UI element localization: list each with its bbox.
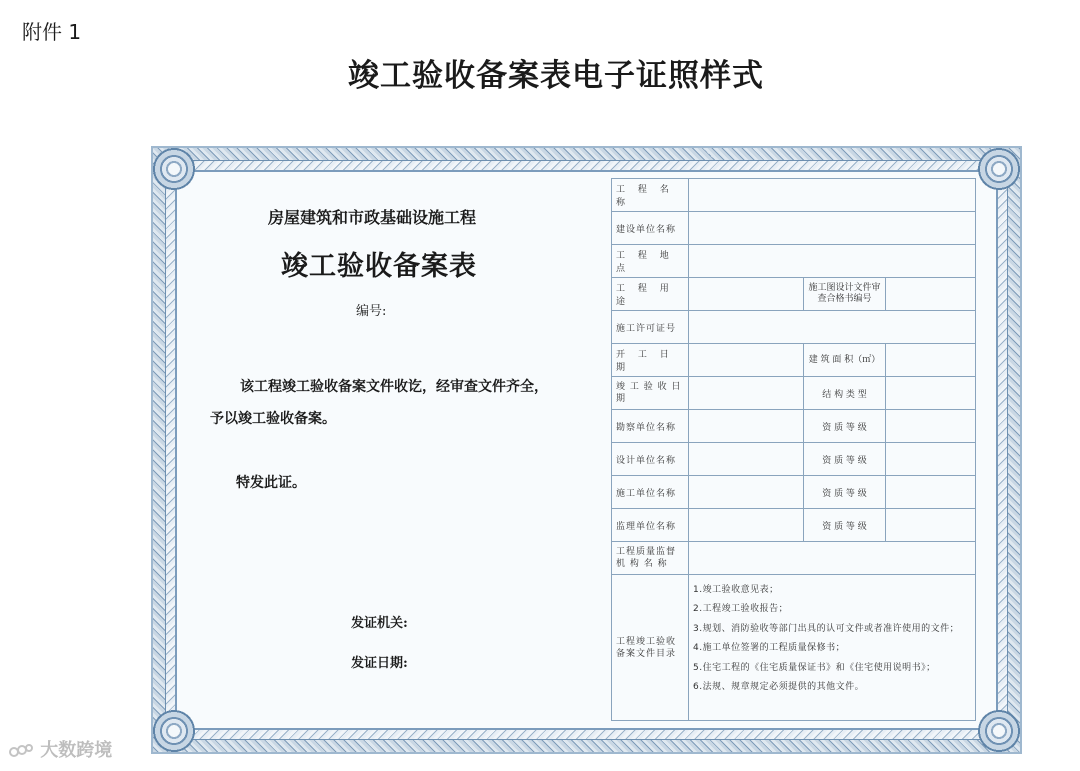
watermark-text: 大数跨境	[40, 740, 113, 761]
issuer-label: 发证机关:	[351, 616, 408, 631]
project-location-value	[689, 245, 976, 278]
construction-unit-value	[689, 212, 976, 245]
table-row	[612, 542, 976, 575]
table-row	[612, 443, 976, 476]
permit-no-label: 施工许可证号	[612, 311, 689, 344]
document-title: 竣工验收备案表电子证照样式	[348, 58, 764, 94]
permit-no-value	[689, 311, 976, 344]
certificate-subtitle: 房屋建筑和市政基础设施工程	[268, 208, 477, 227]
structure-type-value	[886, 377, 976, 410]
certificate-number-label: 编号:	[356, 304, 387, 319]
completion-date-label: 竣 工 验 收 日 期	[612, 377, 689, 410]
list-item: 6.法规、规章规定必须提供的其他文件。	[693, 682, 865, 693]
watermark	[8, 736, 112, 762]
survey-unit-label: 勘察单位名称	[612, 410, 689, 443]
table-row	[612, 410, 976, 443]
construction-qualification-label: 资 质 等 级	[804, 476, 886, 509]
structure-type-label: 结 构 类 型	[804, 377, 886, 410]
supervision-qualification-label: 资 质 等 级	[804, 509, 886, 542]
table-row	[612, 476, 976, 509]
project-location-label: 工 程 地 点	[612, 245, 689, 278]
supervision-qualification-value	[886, 509, 976, 542]
supervision-unit-label: 监理单位名称	[612, 509, 689, 542]
start-date-label: 开 工 日 期	[612, 344, 689, 377]
watermark-logo-icon	[8, 742, 34, 760]
drawing-review-no-value	[886, 278, 976, 311]
survey-qualification-label: 资 质 等 级	[804, 410, 886, 443]
construction-unit-label: 建设单位名称	[612, 212, 689, 245]
catalog-list	[689, 575, 976, 721]
list-item: 5.住宅工程的《住宅质量保证书》和《住宅使用说明书》；	[693, 662, 936, 673]
construction-qualification-value	[886, 476, 976, 509]
certificate-main-title: 竣工验收备案表	[281, 251, 477, 282]
construction-company-value	[689, 476, 804, 509]
drawing-review-no-label: 施工图设计文件审查合格书编号	[804, 278, 886, 311]
table-row	[612, 311, 976, 344]
certificate-paragraph-1: 该工程竣工验收备案文件收讫，经审查文件齐全，	[240, 379, 548, 395]
list-item: 1.竣工验收意见表；	[693, 585, 779, 595]
certificate-closing: 特发此证。	[236, 475, 306, 491]
info-table	[611, 178, 976, 721]
completion-date-value	[689, 377, 804, 410]
corner-ornament-icon	[151, 708, 197, 754]
quality-supervision-label: 工程质量监督机 构 名 称	[612, 542, 689, 575]
building-area-value	[886, 344, 976, 377]
construction-company-label: 施工单位名称	[612, 476, 689, 509]
list-item: 2.工程竣工验收报告；	[693, 604, 789, 615]
corner-ornament-icon	[151, 146, 197, 192]
start-date-value	[689, 344, 804, 377]
quality-supervision-value	[689, 542, 976, 575]
survey-unit-value	[689, 410, 804, 443]
table-row	[612, 575, 976, 721]
corner-ornament-icon	[976, 146, 1022, 192]
survey-qualification-value	[886, 410, 976, 443]
table-row	[612, 212, 976, 245]
supervision-unit-value	[689, 509, 804, 542]
catalog-label: 工程竣工验收备案文件目录	[612, 575, 689, 721]
list-item: 3.规划、消防验收等部门出具的认可文件或者准许使用的文件；	[693, 623, 960, 634]
certificate-paragraph-2: 予以竣工验收备案。	[210, 411, 336, 427]
project-name-label: 工 程 名 称	[612, 179, 689, 212]
table-row	[612, 509, 976, 542]
building-area-label: 建 筑 面 积（㎡）	[804, 344, 886, 377]
table-row	[612, 245, 976, 278]
design-unit-label: 设计单位名称	[612, 443, 689, 476]
list-item: 4.施工单位签署的工程质量保修书；	[693, 643, 846, 654]
issue-date-label: 发证日期:	[351, 656, 408, 671]
corner-ornament-icon	[976, 708, 1022, 754]
table-row	[612, 179, 976, 212]
project-use-value	[689, 278, 804, 311]
table-row	[612, 278, 976, 311]
table-row	[612, 377, 976, 410]
table-row	[612, 344, 976, 377]
design-qualification-value	[886, 443, 976, 476]
attachment-label: 附件 1	[22, 20, 82, 44]
project-name-value	[689, 179, 976, 212]
design-qualification-label: 资 质 等 级	[804, 443, 886, 476]
design-unit-value	[689, 443, 804, 476]
project-use-label: 工 程 用 途	[612, 278, 689, 311]
